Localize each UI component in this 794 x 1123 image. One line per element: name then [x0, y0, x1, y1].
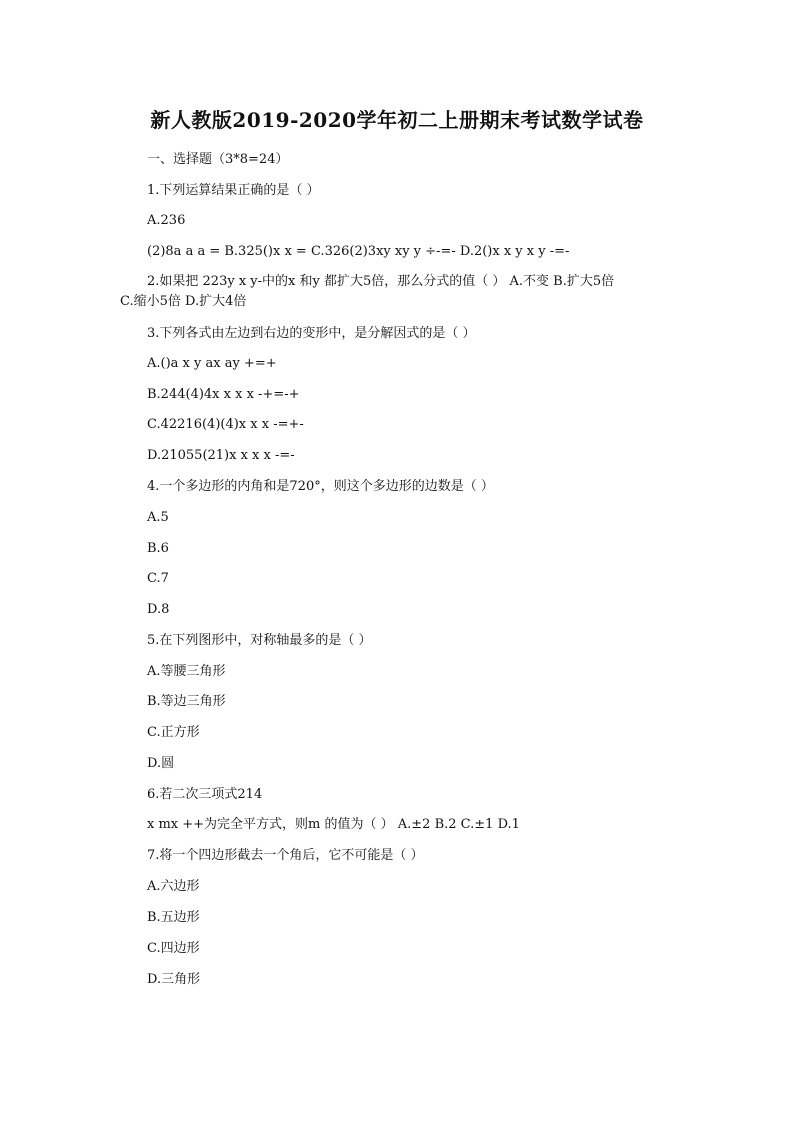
question-7-option-a: A.六边形: [147, 879, 200, 894]
question-4-option-c: C.7: [147, 571, 169, 586]
question-4-option-a: A.5: [147, 510, 169, 525]
question-7-stem: 7.将一个四边形截去一个角后，它不可能是（ ）: [147, 848, 424, 863]
question-5-option-b: B.等边三角形: [147, 694, 226, 709]
question-6-stem-continued: x mx ++为完全平方式，则m 的值为（ ） A.±2 B.2 C.±1 D.1: [147, 817, 520, 832]
question-4-option-b: B.6: [147, 541, 169, 556]
question-5-option-d: D.圆: [147, 756, 175, 771]
question-3-option-b: B.244(4)4x x x x -+=-+: [147, 387, 300, 402]
question-3-option-a: A.()a x y ax ay +=+: [147, 356, 277, 371]
question-7-option-c: C.四边形: [147, 941, 200, 956]
question-1-stem: 1.下列运算结果正确的是（ ）: [147, 183, 320, 198]
question-3-stem: 3.下列各式由左边到右边的变形中，是分解因式的是（ ）: [147, 326, 476, 341]
question-7-option-b: B.五边形: [147, 910, 200, 925]
question-4-option-d: D.8: [147, 602, 170, 617]
question-2-stem: 2.如果把 223y x y-中的x 和y 都扩大5倍，那么分式的值（ ） A.不变 B.扩大5倍: [147, 274, 615, 289]
question-5-option-c: C.正方形: [147, 725, 200, 740]
question-3-option-d: D.21055(21)x x x x -=-: [147, 448, 295, 463]
question-1-options-rest: (2)8a a a = B.325()x x = C.326(2)3xy xy y ÷-=- D.2()x x y x y -=-: [147, 244, 570, 259]
page-title: 新人教版2019-2020学年初二上册期末考试数学试卷: [150, 108, 644, 132]
question-5-stem: 5.在下列图形中，对称轴最多的是（ ）: [147, 633, 372, 648]
section-heading: 一、选择题（3*8=24）: [147, 152, 289, 167]
question-1-option-a: A.236: [147, 213, 186, 228]
question-4-stem: 4.一个多边形的内角和是720°，则这个多边形的边数是（ ）: [147, 479, 494, 494]
question-7-option-d: D.三角形: [147, 972, 201, 987]
question-3-option-c: C.42216(4)(4)x x x -=+-: [147, 417, 304, 432]
question-5-option-a: A.等腰三角形: [147, 664, 226, 679]
question-6-stem: 6.若二次三项式214: [147, 787, 263, 802]
question-2-options-continued: C.缩小5倍 D.扩大4倍: [120, 294, 247, 309]
